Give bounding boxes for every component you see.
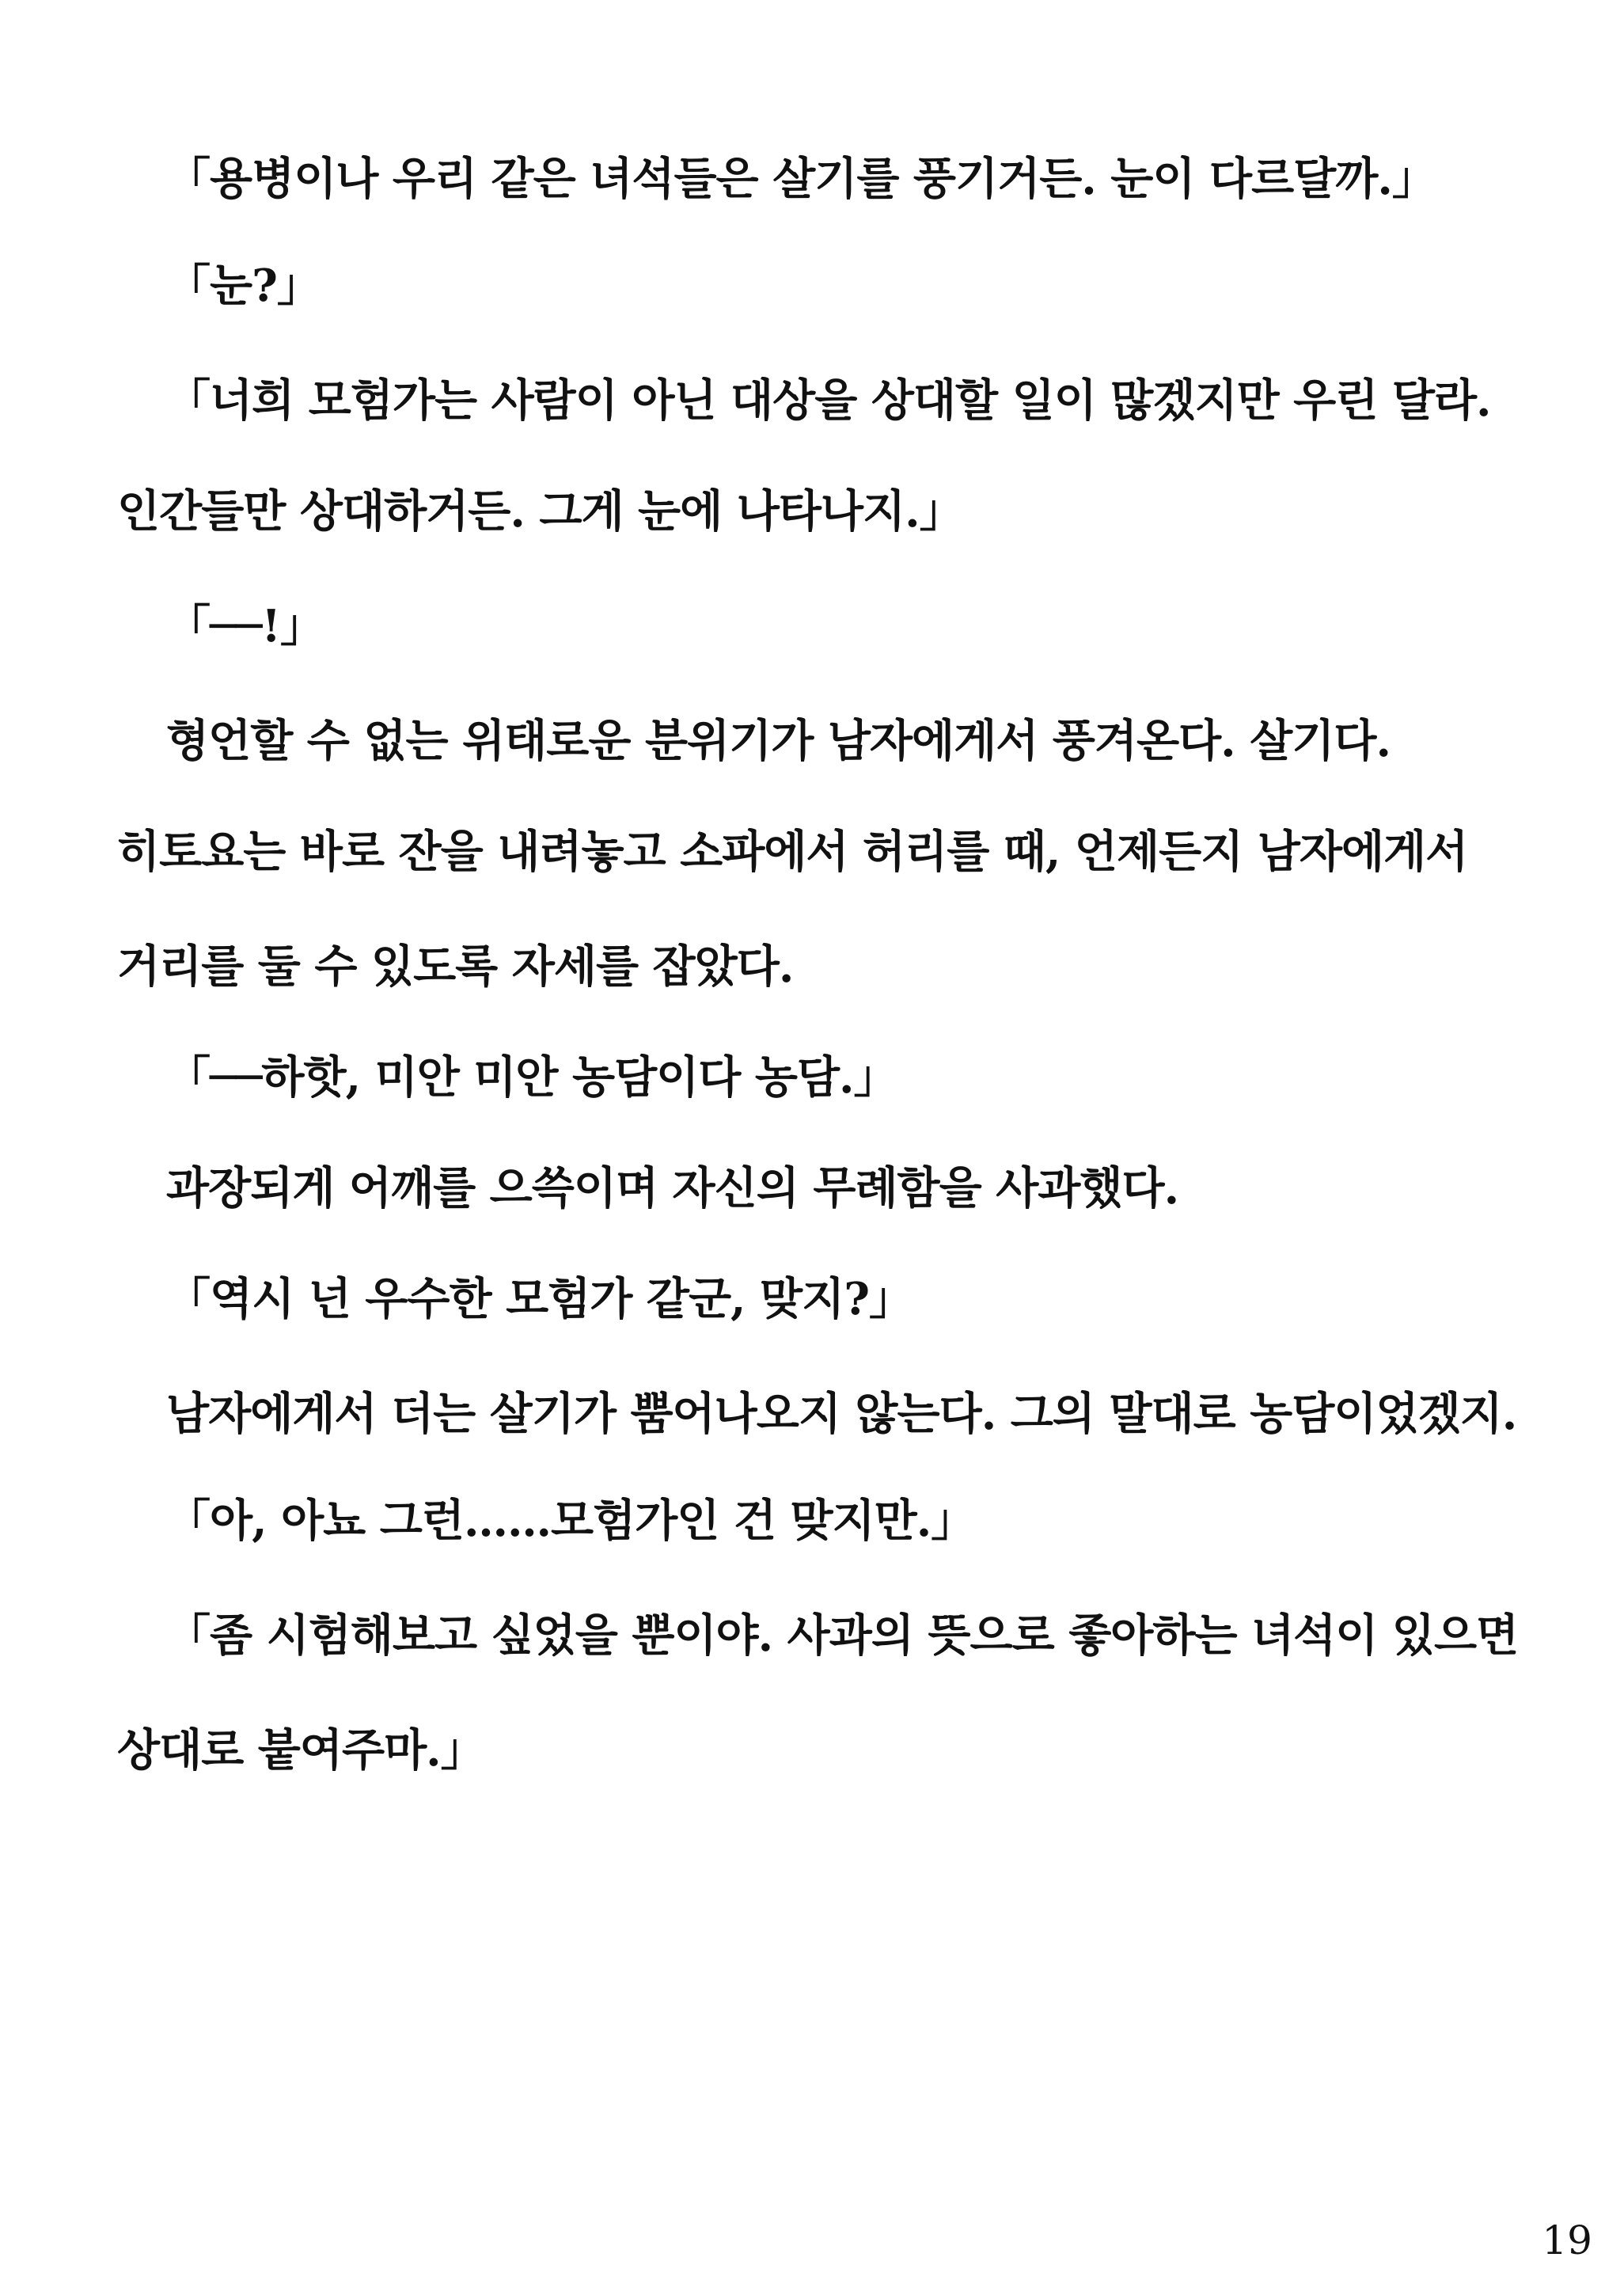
- text-line-9: 「──하핫, 미안 미안 농담이다 농담.」: [166, 1051, 897, 1104]
- text-line-4: 인간들만 상대하거든. 그게 눈에 나타나지.」: [117, 485, 963, 538]
- text-line-2: 「눈?」: [166, 260, 321, 312]
- text-line-14: 「좀 시험해보고 싶었을 뿐이야. 사과의 뜻으로 좋아하는 녀석이 있으면: [166, 1609, 1519, 1662]
- text-line-15: 상대로 붙여주마.」: [117, 1724, 484, 1776]
- text-line-11: 「역시 넌 우수한 모험가 같군, 맞지?」: [166, 1273, 913, 1325]
- text-line-13: 「아, 아뇨 그런……모험가인 건 맞지만.」: [166, 1495, 975, 1547]
- text-line-7: 히토요는 바로 잔을 내려놓고 소파에서 허리를 때, 언제든지 남자에게서: [117, 826, 1468, 878]
- text-line-5: 「──!」: [166, 600, 324, 652]
- text-line-1: 「용병이나 우리 같은 녀석들은 살기를 풍기거든. 눈이 다르달까.」: [166, 153, 1436, 205]
- text-line-3: 「너희 모험가는 사람이 아닌 대상을 상대할 일이 많겠지만 우린 달라.: [166, 374, 1491, 427]
- text-line-12: 남자에게서 더는 살기가 뿜어나오지 않는다. 그의 말대로 농담이었겠지.: [166, 1388, 1517, 1440]
- text-line-8: 거리를 둘 수 있도록 자세를 잡았다.: [117, 940, 794, 993]
- text-line-6: 형언할 수 없는 위태로운 분위기가 남자에게서 풍겨온다. 살기다.: [166, 715, 1391, 767]
- text-line-10: 과장되게 어깨를 으쓱이며 자신의 무례함을 사과했다.: [166, 1162, 1179, 1214]
- page-number: 19: [1542, 2217, 1592, 2263]
